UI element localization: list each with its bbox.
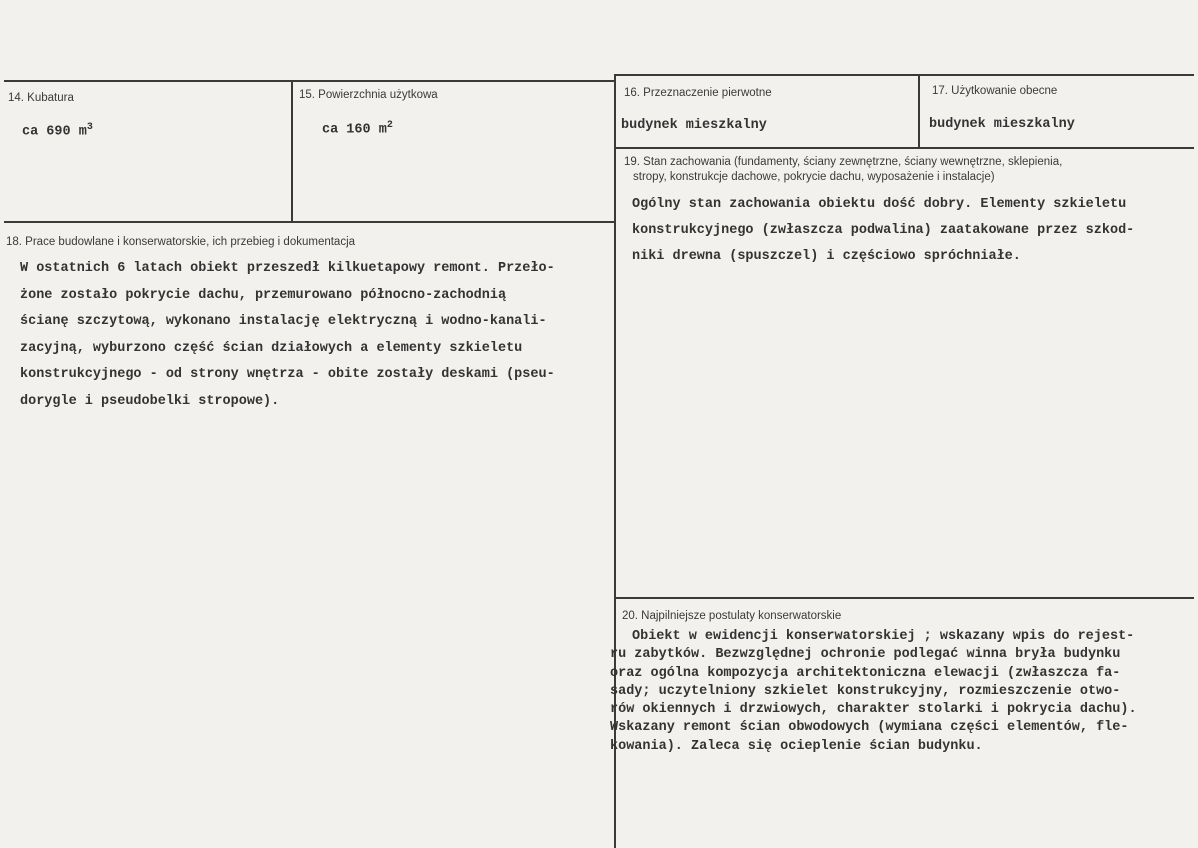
text-line: oraz ogólna kompozycja architektoniczna elewacji (zwłaszcza fa- xyxy=(610,665,1121,681)
prace-label: 18. Prace budowlane i konserwatorskie, ich przebieg i dokumentacja xyxy=(6,236,356,248)
postulaty-label: 20. Najpilniejsze postulaty konserwatorskie xyxy=(622,610,842,622)
rule-under-14-15 xyxy=(4,221,614,223)
kubatura-label: 14. Kubatura xyxy=(8,92,74,104)
text-line: kowania). Zaleca się ocieplenie ścian budynku. xyxy=(610,738,983,754)
text-line: ru zabytków. Bezwzględnej ochronie podlegać winna bryła budynku xyxy=(610,647,1121,663)
rule-under-16-17 xyxy=(614,147,1194,149)
top-rule xyxy=(4,80,614,82)
text-line: W ostatnich 6 latach obiekt przeszedł kilkuetapowy remont. Przeło- xyxy=(20,261,555,276)
rule-above-20 xyxy=(614,597,1194,599)
powierzchnia-label: 15. Powierzchnia użytkowa xyxy=(299,89,438,101)
divider-14-15 xyxy=(291,80,293,222)
text-line: ścianę szczytową, wykonano instalację elektryczną i wodno-kanali- xyxy=(20,314,547,329)
text-line: konstrukcyjnego (zwłaszcza podwalina) zaatakowane przez szkod- xyxy=(632,223,1135,238)
stan-label-line1: 19. Stan zachowania (fundamenty, ściany zewnętrzne, ściany wewnętrzne, sklepienia, xyxy=(624,156,1063,168)
text-line: Ogólny stan zachowania obiektu dość dobry. Elementy szkieletu xyxy=(632,197,1127,212)
text-line: dorygle i pseudobelki stropowe). xyxy=(20,393,280,409)
text-line: niki drewna (spuszczel) i częściowo spróchniałe. xyxy=(632,249,1021,264)
powierzchnia-value: ca 160 $m^2$ xyxy=(322,120,393,138)
text-line: zacyjną, wyburzono część ścian działowych a elementy szkieletu xyxy=(20,340,523,356)
kubatura-value: ca 690 $m^3$ xyxy=(22,122,93,140)
stan-label-line2: stropy, konstrukcje dachowe, pokrycie dachu, wyposażenie i instalacje) xyxy=(633,171,995,183)
text-line: Wskazany remont ścian obwodowych (wymiana części elementów, fle- xyxy=(610,720,1129,736)
przeznaczenie-label: 16. Przeznaczenie pierwotne xyxy=(624,87,772,99)
prace-text xyxy=(20,256,555,415)
uzytkowanie-value: budynek mieszkalny xyxy=(929,117,1075,132)
top-rule-right xyxy=(614,74,1194,76)
postulaty-text xyxy=(610,628,1137,756)
divider-16-17 xyxy=(918,74,920,148)
text-line: konstrukcyjnego - od strony wnętrza - obite zostały deskami (pseu- xyxy=(20,367,555,382)
przeznaczenie-value: budynek mieszkalny xyxy=(621,118,767,133)
text-line: żone zostało pokrycie dachu, przemurowano północno-zachodnią xyxy=(20,287,507,303)
uzytkowanie-label: 17. Użytkowanie obecne xyxy=(932,85,1058,97)
text-line: rów okiennych i drzwiowych, charakter stolarki i pokrycia dachu). xyxy=(610,702,1137,718)
text-line: sady; uczytelniony szkielet konstrukcyjny, rozmieszczenie otwo- xyxy=(610,683,1121,699)
stan-text xyxy=(632,192,1134,270)
text-line: Obiekt w ewidencji konserwatorskiej ; wskazany wpis do rejest- xyxy=(632,629,1135,644)
